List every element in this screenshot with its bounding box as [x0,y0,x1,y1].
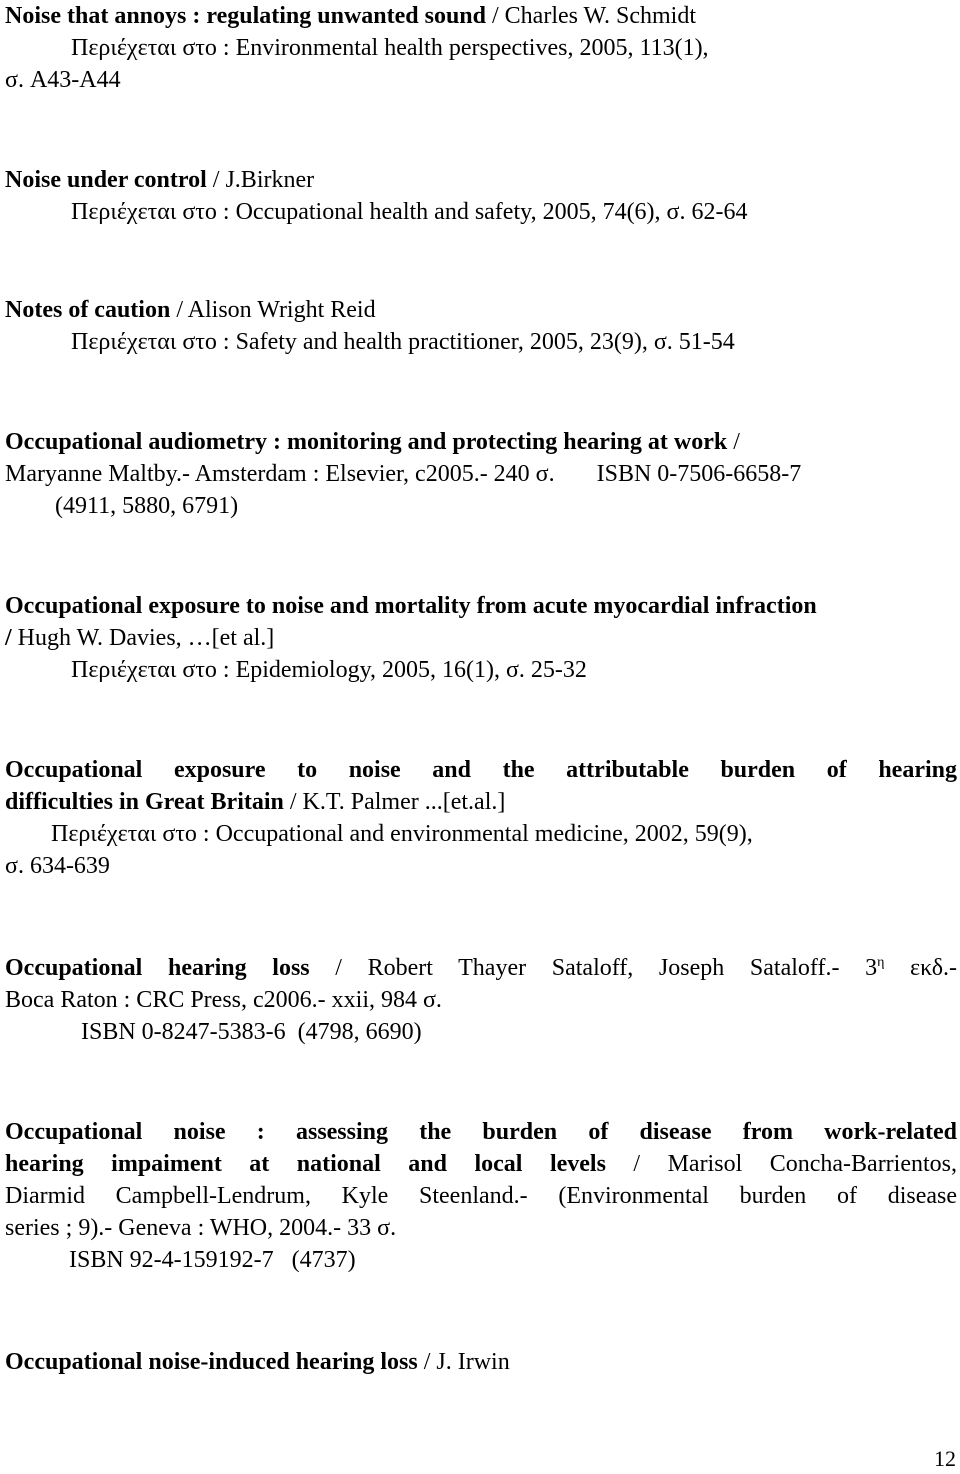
entry-source-continued: σ. A43-A44 [5,67,121,93]
entry-author: / Alison Wright Reid [170,297,376,323]
entry-title: Noise under control [5,167,207,193]
entry-isbn: ISBN 0-7506-6658-7 [596,461,802,487]
entry-title-line [5,786,957,818]
bibliography-entry [5,426,957,522]
entry-title: difficulties in Great Britain [5,789,284,815]
entry-holdings: (4798, 6690) [297,1019,422,1045]
entry-title: hearing impaiment at national and local levels [5,1151,606,1177]
entry-holdings: (4737) [291,1247,356,1273]
entry-source: Περιέχεται στο : Safety and health practitioner, 2005, 23(9), σ. 51-54 [71,329,735,355]
entry-title: Occupational noise-induced hearing loss [5,1349,418,1375]
bibliography-entry [5,294,957,358]
entry-edition: εκδ.- [884,955,957,981]
entry-title-line [5,952,957,984]
entry-title-line [5,1346,957,1378]
entry-author: / K.T. Palmer ...[et.al.] [283,789,506,815]
entry-source: Περιέχεται στο : Environmental health perspectives, 2005, 113(1), [71,35,709,61]
entry-title-line [5,0,957,32]
entry-imprint: Boca Raton : CRC Press, c2006.- xxii, 984 σ. [5,987,442,1013]
entry-source: Περιέχεται στο : Epidemiology, 2005, 16(1), σ. 25-32 [71,657,587,683]
bibliography-entry [5,590,957,686]
entry-title-line [5,426,957,458]
entry-imprint: series ; 9).- Geneva : WHO, 2004.- 33 σ. [5,1215,397,1241]
entry-title: Occupational audiometry : monitoring and protecting hearing at work [5,429,728,455]
entry-title-line: Occupational noise : assessing the burden of disease from work-related [5,1119,957,1145]
entry-title-line [5,294,957,326]
entry-source: Περιέχεται στο : Occupational and environmental medicine, 2002, 59(9), [51,821,753,847]
entry-isbn-line [5,1244,957,1276]
entry-author: / J. Irwin [417,1349,510,1375]
entry-isbn: ISBN 92-4-159192-7 [69,1247,274,1273]
entry-title-continued: / [5,625,12,651]
entry-authors-continued: Diarmid Campbell-Lendrum, Kyle Steenland.- (Environmental burden of disease [5,1183,957,1209]
entry-title: Occupational exposure to noise and mortality from acute myocardial infraction [5,593,817,619]
entry-holdings: (4911, 5880, 6791) [55,493,239,519]
entry-imprint [5,458,957,490]
entry-title-line [5,590,957,622]
bibliography-entry [5,754,957,882]
entry-edition-superscript: η [877,955,885,970]
bibliography-entry [5,0,957,96]
entry-title-separator: / [727,429,740,455]
entry-author: / Robert Thayer Sataloff, Joseph Sataloff.- 3 [309,955,878,981]
page-number: 12 [934,1446,956,1471]
entry-author: / Charles W. Schmidt [486,3,696,29]
entry-author: / Marisol Concha-Barrientos, [605,1151,958,1177]
entry-title-line [5,164,957,196]
entry-isbn-line [5,1016,957,1048]
entry-title: Noise that annoys : regulating unwanted sound [5,3,486,29]
bibliography-entry [5,952,957,1048]
bibliography-entry [5,1346,957,1378]
entry-imprint-text: Maryanne Maltby.- Amsterdam : Elsevier, c2005.- 240 σ. [5,461,555,487]
entry-title-line: Occupational exposure to noise and the attributable burden of hearing [5,757,957,783]
entry-source: Περιέχεται στο : Occupational health and safety, 2005, 74(6), σ. 62-64 [71,199,748,225]
entry-title: Occupational hearing loss [5,955,310,981]
bibliography-entry [5,164,957,228]
entry-title: Notes of caution [5,297,171,323]
entry-author: Hugh W. Davies, …[et al.] [11,625,275,651]
entry-author-line [5,622,957,654]
entry-source-continued: σ. 634-639 [5,853,110,879]
entry-title-line [5,1148,957,1180]
bibliography-entry [5,1116,957,1276]
entry-author: / J.Birkner [206,167,315,193]
entry-isbn: ISBN 0-8247-5383-6 [81,1019,286,1045]
